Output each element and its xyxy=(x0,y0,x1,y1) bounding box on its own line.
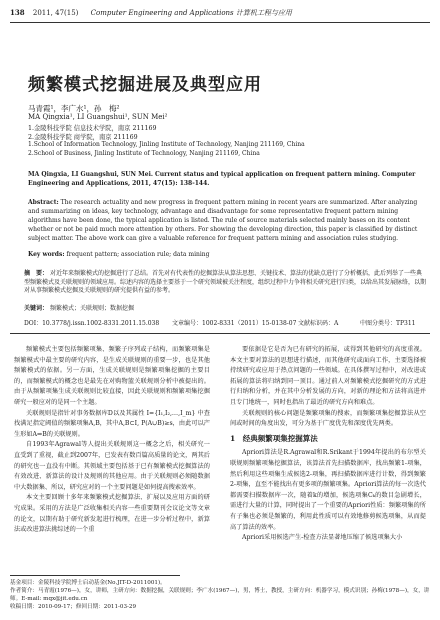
footnote-rule xyxy=(10,575,180,576)
section-heading: 1 经典频繁项集挖掘算法 xyxy=(230,433,318,443)
paragraph: 关联规则的核心问题是频繁项集的搜索，而频繁项集挖掘算法从空间或时间的角度出发，可分为基于广度优先和深度优先两类。 xyxy=(230,409,426,428)
body-column-left xyxy=(14,345,210,536)
document-code: 文献标识码：A xyxy=(298,320,339,327)
abstract-rule xyxy=(10,333,430,334)
citation: MA Qingxia, LI Guangshui, SUN Mei. Current status and typical application on frequent pattern mining. Computer Engineering and Applications, 2011, 47(15): 138-144. xyxy=(28,171,416,187)
affiliation-cn-2: 2.金陵科技学院 商学院，南京 211169 xyxy=(28,134,138,141)
footnote-bio: 作者简介：马青霞(1976—)，女，讲师，主研方向：数据挖掘，关联规则；李广水(1967—)，男，博士，教授，主研方向：机器学习，模式识别；孙梅(1978—)，女，讲师。E-mail: mqx@jit.edu.cn xyxy=(10,588,430,602)
abstract-label: Abstract: xyxy=(28,199,59,206)
paragraph: 频繁模式主要包括频繁项集、频繁子序列或子结构，而频繁项集是频繁模式中最主要的研究内容，是生成关联规则的重要一步，也是其他频繁模式的依据。另一方面，生成关联规则是频繁项集挖掘的主要目的，而频繁模式的概念也是最先在对购物篮关联规则分析中被提出的。由于从频繁项集生成关联规则比较直接，因此关联规则和频繁项集挖掘研究一般应对的是同一个主题。 xyxy=(14,346,210,406)
footnote-fund: 基金项目：金陵科技学院博士启动基金(No.JIT-D-2011001)。 xyxy=(10,580,166,586)
affiliation-en-1: 1.School of Information Technology, Jinling Institute of Technology, Nanjing 211169, China xyxy=(28,141,305,148)
keywords-text: frequent pattern; association rule; data mining xyxy=(66,251,210,258)
body-column-right xyxy=(230,345,426,544)
paragraph: Apriori算法是R.Agrawal和R.Srikant于1994年提出的布尔型关联规则频繁项集挖掘算法，该算法首先扫描数据库，找出频繁1-项集，然后利用这些项集生成候选2-项集，再扫描数据库进行计数，得到频繁2-项集，直至不能找出有更多项的频繁项集。Apriori算法的每一次迭代都需要扫描数据库一次，随着k的增加，候选项集Cₖ的数目急剧增长，需进行大量的计算，同时提出了一个重要的Apriori性质：频繁项集的所有子集也必须是频繁的，利用此性质可以有效地修剪候选项集，从而提高了算法的效率。 xyxy=(230,449,426,531)
cn-keywords-label: 关键词： xyxy=(24,305,49,312)
paragraph: 要依据是它是否为已有研究的拓展，或得到其他研究的高度重视。本文主要对算法的思想进行描述，而其他研究或面向工作，主要选择被持续研究或应用于热点问题的一些领域。在具体撰写过程中，对改进或拓展的算法将归纳到同一顶目。通过前人对频繁模式挖掘研究的方式进行归纳和分析，并在其中分析发展的方向，对新的理论和方法将高进并且专门地统一，同时也指出了最近的研究方向和难点。 xyxy=(230,346,426,406)
abstract-text: The research actuality and new progress in frequent pattern mining in recent years are summarized. After analyzing and summarizing on ideas, key technology, advantage and disadvantage for some representative frequent pattern mining algorithms have been done, the typical application is listed. The rule of source materials selected mainly bases on its content whether or not be paid much more attention by others. For showing the developing direction, this paper is classified by distinct subject matter. The above work can give a valuable reference for frequent pattern mining and association rules studying. xyxy=(28,199,418,242)
doi: DOI：10.3778/j.issn.1002-8331.2011.15.038 xyxy=(24,320,160,327)
paragraph: Apriori采用候选产生-检查方法显著地压缩了候选项集大小 xyxy=(242,534,403,542)
paper-title: 频繁模式挖掘进展及典型应用 xyxy=(28,75,262,95)
cn-keywords-block xyxy=(24,305,426,314)
cn-abstract-label: 摘 要： xyxy=(24,270,49,277)
authors-en: MA Qingxia¹, LI Guangshui¹, SUN Mei² xyxy=(28,113,168,121)
header-rule xyxy=(10,22,430,23)
affiliation-en-2: 2.School of Business, Jinling Institute of Technology, Nanjing 211169, China xyxy=(28,150,260,157)
paragraph: 关联规则是指针对事务数据库D以及其属性 I={I₁,I₂,…,I_m} 中查找满足指定阈值的频繁项集A,B，其中A,B⊂I, P(A∪B)≥s，由此可以产生形如A⇒B的关联规则。 xyxy=(14,409,210,438)
paragraph: 本文主要回顾十多年来频繁模式挖掘算法、扩展以及应用方面的研究成果。采用的方法是广泛收集相关内容一些重要期刊会议论文等文章的论文，以期有助于研究新发起进行梳理，在进一步分析过程中，新算法或改进算法挑综述的一个重 xyxy=(14,494,210,534)
cn-abstract-text: 对近年来频繁模式的挖掘进行了总结。首先对有代表性的挖掘算法从算法思想、关键技术、算法的优缺点进行了分析概括，此后列举了一些典型频繁模式及关联规则的领域应用。综述内容的选择主要基于一个研究领域被关注程度，组织过程中力争将相关研究进行归类，以给出其发展脉络，以期对从事频繁模式挖掘及关联规则的研究提供有益的参考。 xyxy=(24,270,427,294)
page-number: 138 xyxy=(10,8,25,17)
keywords-label: Key words: xyxy=(28,251,65,258)
clc-number: 中图分类号：TP311 xyxy=(360,320,416,327)
authors-cn: 马青霞¹，李广水¹，孙 梅² xyxy=(28,104,120,113)
cn-keywords-text: 频繁模式；关联规则；数据挖掘 xyxy=(49,305,134,312)
affiliation-cn-1: 1.金陵科技学院 信息技术学院，南京 211169 xyxy=(28,125,157,132)
footnote-dates: 收稿日期：2010-09-17；修回日期：2011-03-29 xyxy=(10,604,137,610)
article-number: 文章编号：1002-8331（2011）15-0138-07 xyxy=(172,320,297,327)
keywords-block xyxy=(28,250,426,259)
running-header xyxy=(10,8,430,18)
paragraph: 自1993年Agrawal等人提出关联规则这一概念之后，相关研究一直受到了重视，截止到2007年，已发表有数百篇高质量的论文，两其后的研究也一直没有中断。其领域主要包括基于已有频繁模式挖掘算法的有效改进、新算法的设计及规则的其他应用。由于关联规则必须随数据中大数据集、所以，研究应对的一个主要问题是如何提高搜索效率。 xyxy=(14,441,210,491)
issue: 2011, 47(15) xyxy=(32,9,79,17)
journal-name: Computer Engineering and Applications 计算机工程与应用 xyxy=(90,9,292,17)
abstract-block xyxy=(28,198,426,243)
cn-abstract-block xyxy=(24,270,426,296)
